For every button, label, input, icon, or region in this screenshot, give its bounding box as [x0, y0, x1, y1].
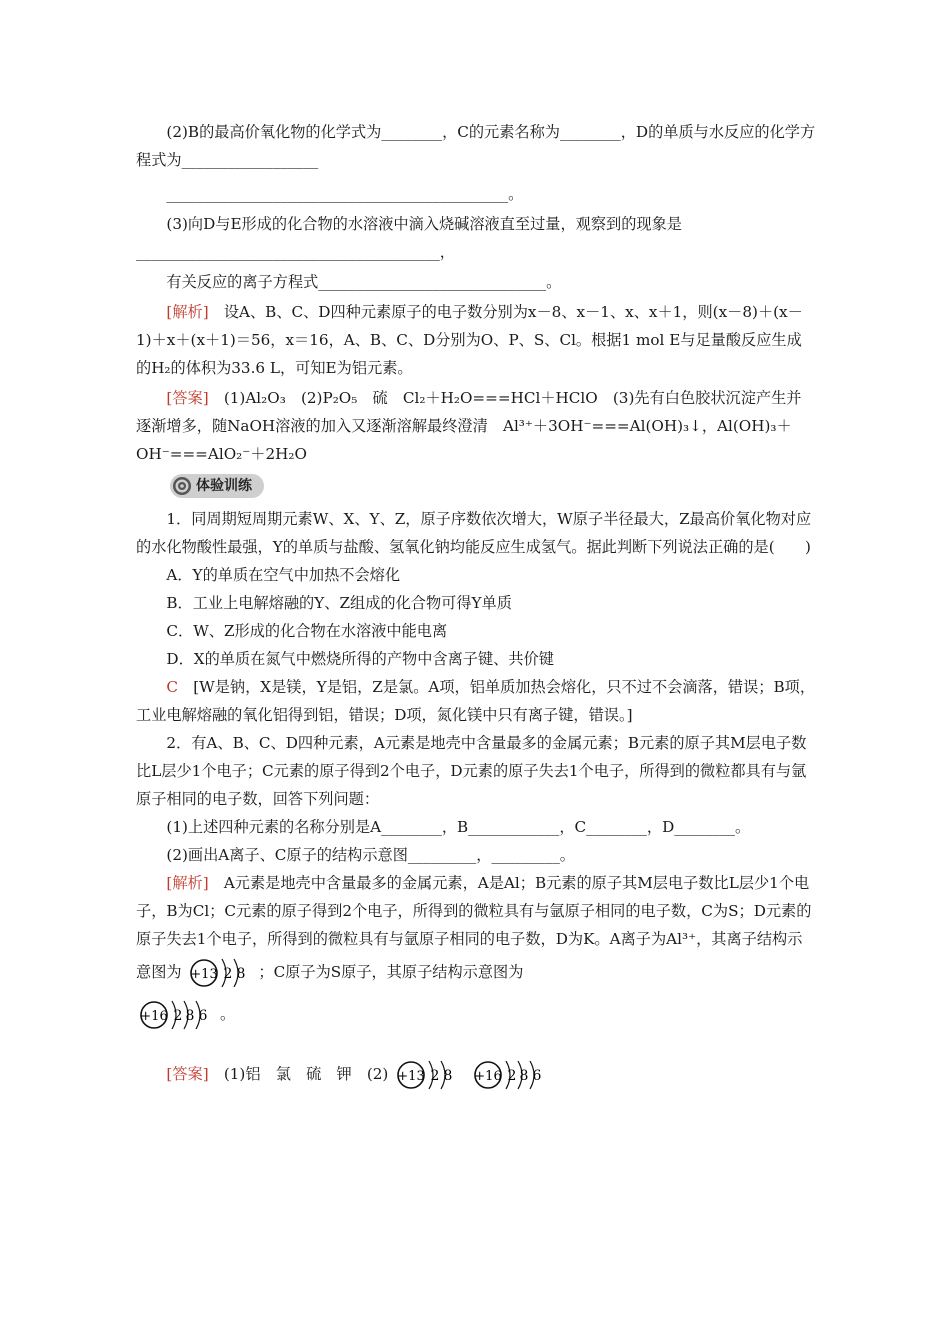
- q3-equation-prompt: [136, 268, 816, 296]
- q2-sub2-text: (2)画出A离子、C原子的结构示意图_________，_________。: [166, 846, 575, 864]
- analysis2-mid: ；C原子为S原子，其原子结构示意图为: [258, 963, 524, 981]
- q1-answer-explanation: [W是钠，X是镁，Y是铝，Z是氯。A项，铝单质加热会熔化，只不过不会滴落，错误；B项，工业电解熔融的氧化铝得到铝，错误；D项，氮化镁中只有离子键，错误。]: [136, 678, 816, 724]
- analysis-text: 设A、B、C、D四种元素原子的电子数分别为x－8、x－1、x、x＋1，则(x－8)＋(x－1)＋x＋(x＋1)＝56，x＝16，A、B、C、D分别为O、P、S、Cl。根据1 mol E与足量酸反应生成的H₂的体积为33.6 L，可知E为铝元素。: [136, 303, 803, 377]
- answer-al-shell-2: 8: [443, 1068, 453, 1084]
- q1-option-d: [136, 645, 816, 673]
- q2-sub1-text: (1)上述四种元素的名称分别是A________，B____________，C________，D________。: [166, 818, 751, 836]
- option-c-text: C．W、Z形成的化合物在水溶液中能电离: [166, 622, 448, 640]
- s-atom-diagram: [136, 993, 220, 1037]
- q1-option-b: [136, 589, 816, 617]
- q2-text: [136, 118, 816, 174]
- s-shell-3: 6: [198, 1008, 208, 1024]
- al-shell-2: 8: [236, 966, 246, 982]
- answer-al-ion-diagram: [393, 1055, 465, 1095]
- document-page: [136, 118, 816, 1097]
- answer-s-atom-diagram: [470, 1053, 554, 1097]
- option-b-text: B．工业上电解熔融的Y、Z组成的化合物可得Y单质: [166, 594, 512, 612]
- q2-continuation: [136, 180, 816, 208]
- q2-line: (2)B的最高价氧化物的化学式为________，C的元素名称为________，D的单质与水反应的化学方程式为__________________: [136, 123, 816, 169]
- answer-s-shell-3: 6: [532, 1068, 542, 1084]
- analysis2-end: 。: [220, 1005, 236, 1023]
- answer-s-shell-1: 2: [507, 1068, 517, 1084]
- q1-stem: [136, 505, 816, 561]
- q2-stem: [136, 729, 816, 813]
- q2-line-2: _____________________________________________。: [166, 185, 524, 203]
- q1-answer-letter: C: [166, 678, 179, 696]
- al-nucleus-label: +13: [190, 967, 219, 982]
- answer2-label: [答案]: [166, 1065, 209, 1083]
- q3-line-2: 有关反应的离子方程式______________________________。: [166, 273, 562, 291]
- section-header: [170, 474, 264, 498]
- answer-al-nucleus: +13: [397, 1069, 425, 1084]
- q2-stem-text: 2．有A、B、C、D四种元素，A元素是地壳中含量最多的金属元素；B元素的原子其M层电子数比L层少1个电子；C元素的原子得到2个电子，D元素的原子失去1个电子，所得到的微粒都具有与氩原子相同的电子数，回答下列问题：: [136, 734, 807, 808]
- q2-sub2: [136, 841, 816, 869]
- s-nucleus-label: +16: [140, 1009, 168, 1024]
- q3-line: (3)向D与E形成的化合物的水溶液中滴入烧碱溶液直至过量，观察到的现象是________________________________________，: [136, 215, 682, 261]
- analysis2-text: A元素是地壳中含量最多的金属元素，A是Al；B元素的原子其M层电子数比L层少1个电子，B为Cl；C元素的原子得到2个电子，所得到的微粒具有与氩原子相同的电子数，C为S；D元素的原子失去1个电子，所得到的微粒具有与氩原子相同的电子数，D为K。A离子为Al³⁺，其离子结构示意图为: [136, 874, 812, 981]
- answer-al-shell-1: 2: [430, 1068, 440, 1084]
- option-d-text: D．X的单质在氮气中燃烧所得的产物中含离子键、共价键: [166, 650, 554, 668]
- analysis2-label: [解析]: [166, 874, 209, 892]
- answer-text: (1)Al₂O₃ (2)P₂O₅ 硫 Cl₂＋H₂O===HCl＋HClO (3)先有白色胶状沉淀产生并逐渐增多，随NaOH溶液的加入又逐渐溶解最终澄清 Al³⁺＋3OH⁻===Al(OH)₃↓，Al(OH)₃＋OH⁻===AlO₂⁻＋2H₂O: [136, 389, 802, 463]
- answer2-text: (1)铝 氯 硫 钾 (2): [223, 1065, 389, 1083]
- analysis-label: [解析]: [166, 303, 209, 321]
- analysis-1: [136, 298, 816, 382]
- al-shell-1: 2: [223, 966, 233, 982]
- answer-s-shell-2: 8: [519, 1068, 529, 1084]
- answer-1: [136, 384, 816, 468]
- answer-s-nucleus: +16: [474, 1069, 502, 1084]
- q3-text: [136, 210, 816, 266]
- s-shell-2: 8: [185, 1008, 195, 1024]
- analysis-2: [136, 869, 816, 1037]
- q1-stem-text: 1．同周期短周期元素W、X、Y、Z，原子序数依次增大，W原子半径最大，Z最高价氧化物对应的水化物酸性最强，Y的单质与盐酸、氢氧化钠均能反应生成氢气。据此判断下列说法正确的是( ): [136, 510, 812, 556]
- answer-label: [答案]: [166, 389, 209, 407]
- option-a-text: A．Y的单质在空气中加热不会熔化: [166, 566, 401, 584]
- q1-answer: [136, 673, 816, 729]
- section-title: 体验训练: [196, 478, 252, 494]
- q2-sub1: [136, 813, 816, 841]
- answer-2: [136, 1053, 816, 1097]
- s-shell-1: 2: [173, 1008, 183, 1024]
- target-icon: [172, 476, 192, 496]
- q1-option-c: [136, 617, 816, 645]
- q1-option-a: [136, 561, 816, 589]
- al-ion-diagram: [186, 953, 258, 993]
